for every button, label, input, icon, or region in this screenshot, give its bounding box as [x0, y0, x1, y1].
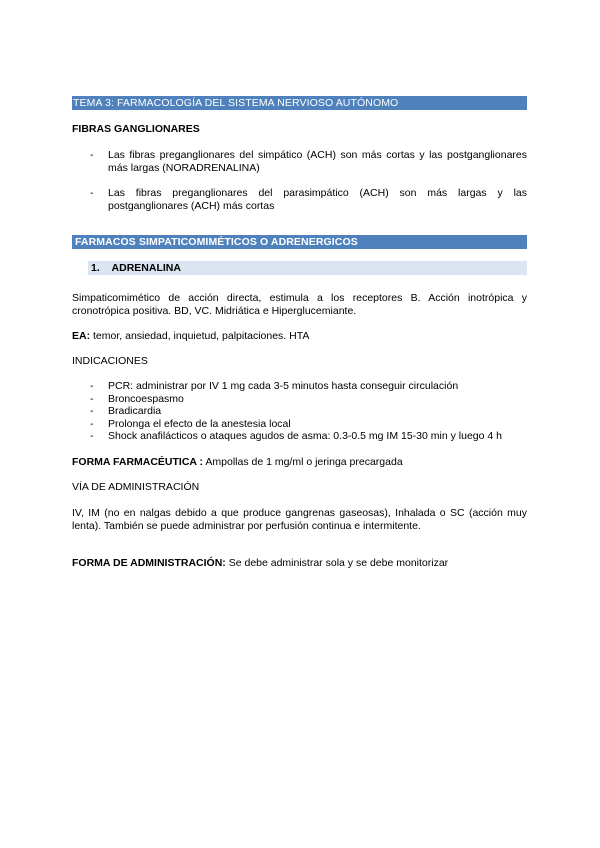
- ea-paragraph: [72, 330, 527, 343]
- ea-label: EA:: [72, 330, 91, 342]
- subsection-number: 1.: [91, 262, 100, 274]
- bullet-dash: -: [90, 380, 94, 392]
- section-title-band: FARMACOS SIMPATICOMIMÉTICOS O ADRENERGICOS: [72, 235, 527, 249]
- topic-title-band: TEMA 3: FARMACOLOGÍA DEL SISTEMA NERVIOSO AUTÓNOMO: [72, 96, 527, 110]
- bullet-dash: -: [90, 417, 94, 430]
- adrenalina-description: Simpaticomimético de acción directa, estimula a los receptores B. Acción inotrópica y cronotrópica positiva. BD, VC. Midriática e Hiperglucemiante.: [72, 292, 527, 317]
- bullet-dash: -: [90, 149, 94, 161]
- forma-farmaceutica-paragraph: [72, 456, 527, 469]
- indicacion-item: PCR: administrar por IV 1 mg cada 3-5 minutos hasta conseguir circulación: [108, 380, 459, 392]
- subsection-title: ADRENALINA: [111, 262, 181, 274]
- forma-admin-paragraph: [72, 557, 527, 570]
- via-heading: VÍA DE ADMINISTRACIÓN: [72, 481, 200, 493]
- indicacion-item: Bradicardia: [108, 405, 162, 417]
- indicacion-item: Shock anafilácticos o ataques agudos de asma: 0.3-0.5 mg IM 15-30 min y luego 4 h: [108, 430, 502, 442]
- forma-farmaceutica-text: Ampollas de 1 mg/ml o jeringa precargada: [203, 456, 403, 468]
- bullet-dash: -: [90, 405, 94, 417]
- indicacion-item: Prolonga el efecto de la anestesia local: [108, 417, 291, 430]
- fibras-item-2: Las fibras preganglionares del parasimpático (ACH) son más largas y las postganglionares (ACH) más cortas: [108, 187, 527, 212]
- indicacion-item: Broncoespasmo: [108, 392, 184, 405]
- forma-admin-label: FORMA DE ADMINISTRACIÓN:: [72, 557, 226, 569]
- subsection-title-band: [88, 261, 527, 275]
- indicaciones-heading: INDICACIONES: [72, 355, 148, 367]
- bullet-dash: -: [90, 430, 94, 442]
- bullet-dash: -: [90, 392, 94, 405]
- ea-text: temor, ansiedad, inquietud, palpitaciones. HTA: [90, 330, 310, 342]
- forma-admin-text: Se debe administrar sola y se debe monitorizar: [225, 557, 449, 569]
- fibras-heading: FIBRAS GANGLIONARES: [72, 123, 200, 135]
- bullet-dash: -: [90, 187, 94, 199]
- via-text: IV, IM (no en nalgas debido a que produce gangrenas gaseosas), Inhalada o SC (acción muy lenta). También se puede administrar por perfusión continua e intermitente.: [72, 507, 527, 532]
- forma-farmaceutica-label: FORMA FARMACÉUTICA :: [72, 456, 204, 468]
- fibras-item-1: Las fibras preganglionares del simpático (ACH) son más cortas y las postganglionares más largas (NORADRENALINA): [108, 149, 527, 174]
